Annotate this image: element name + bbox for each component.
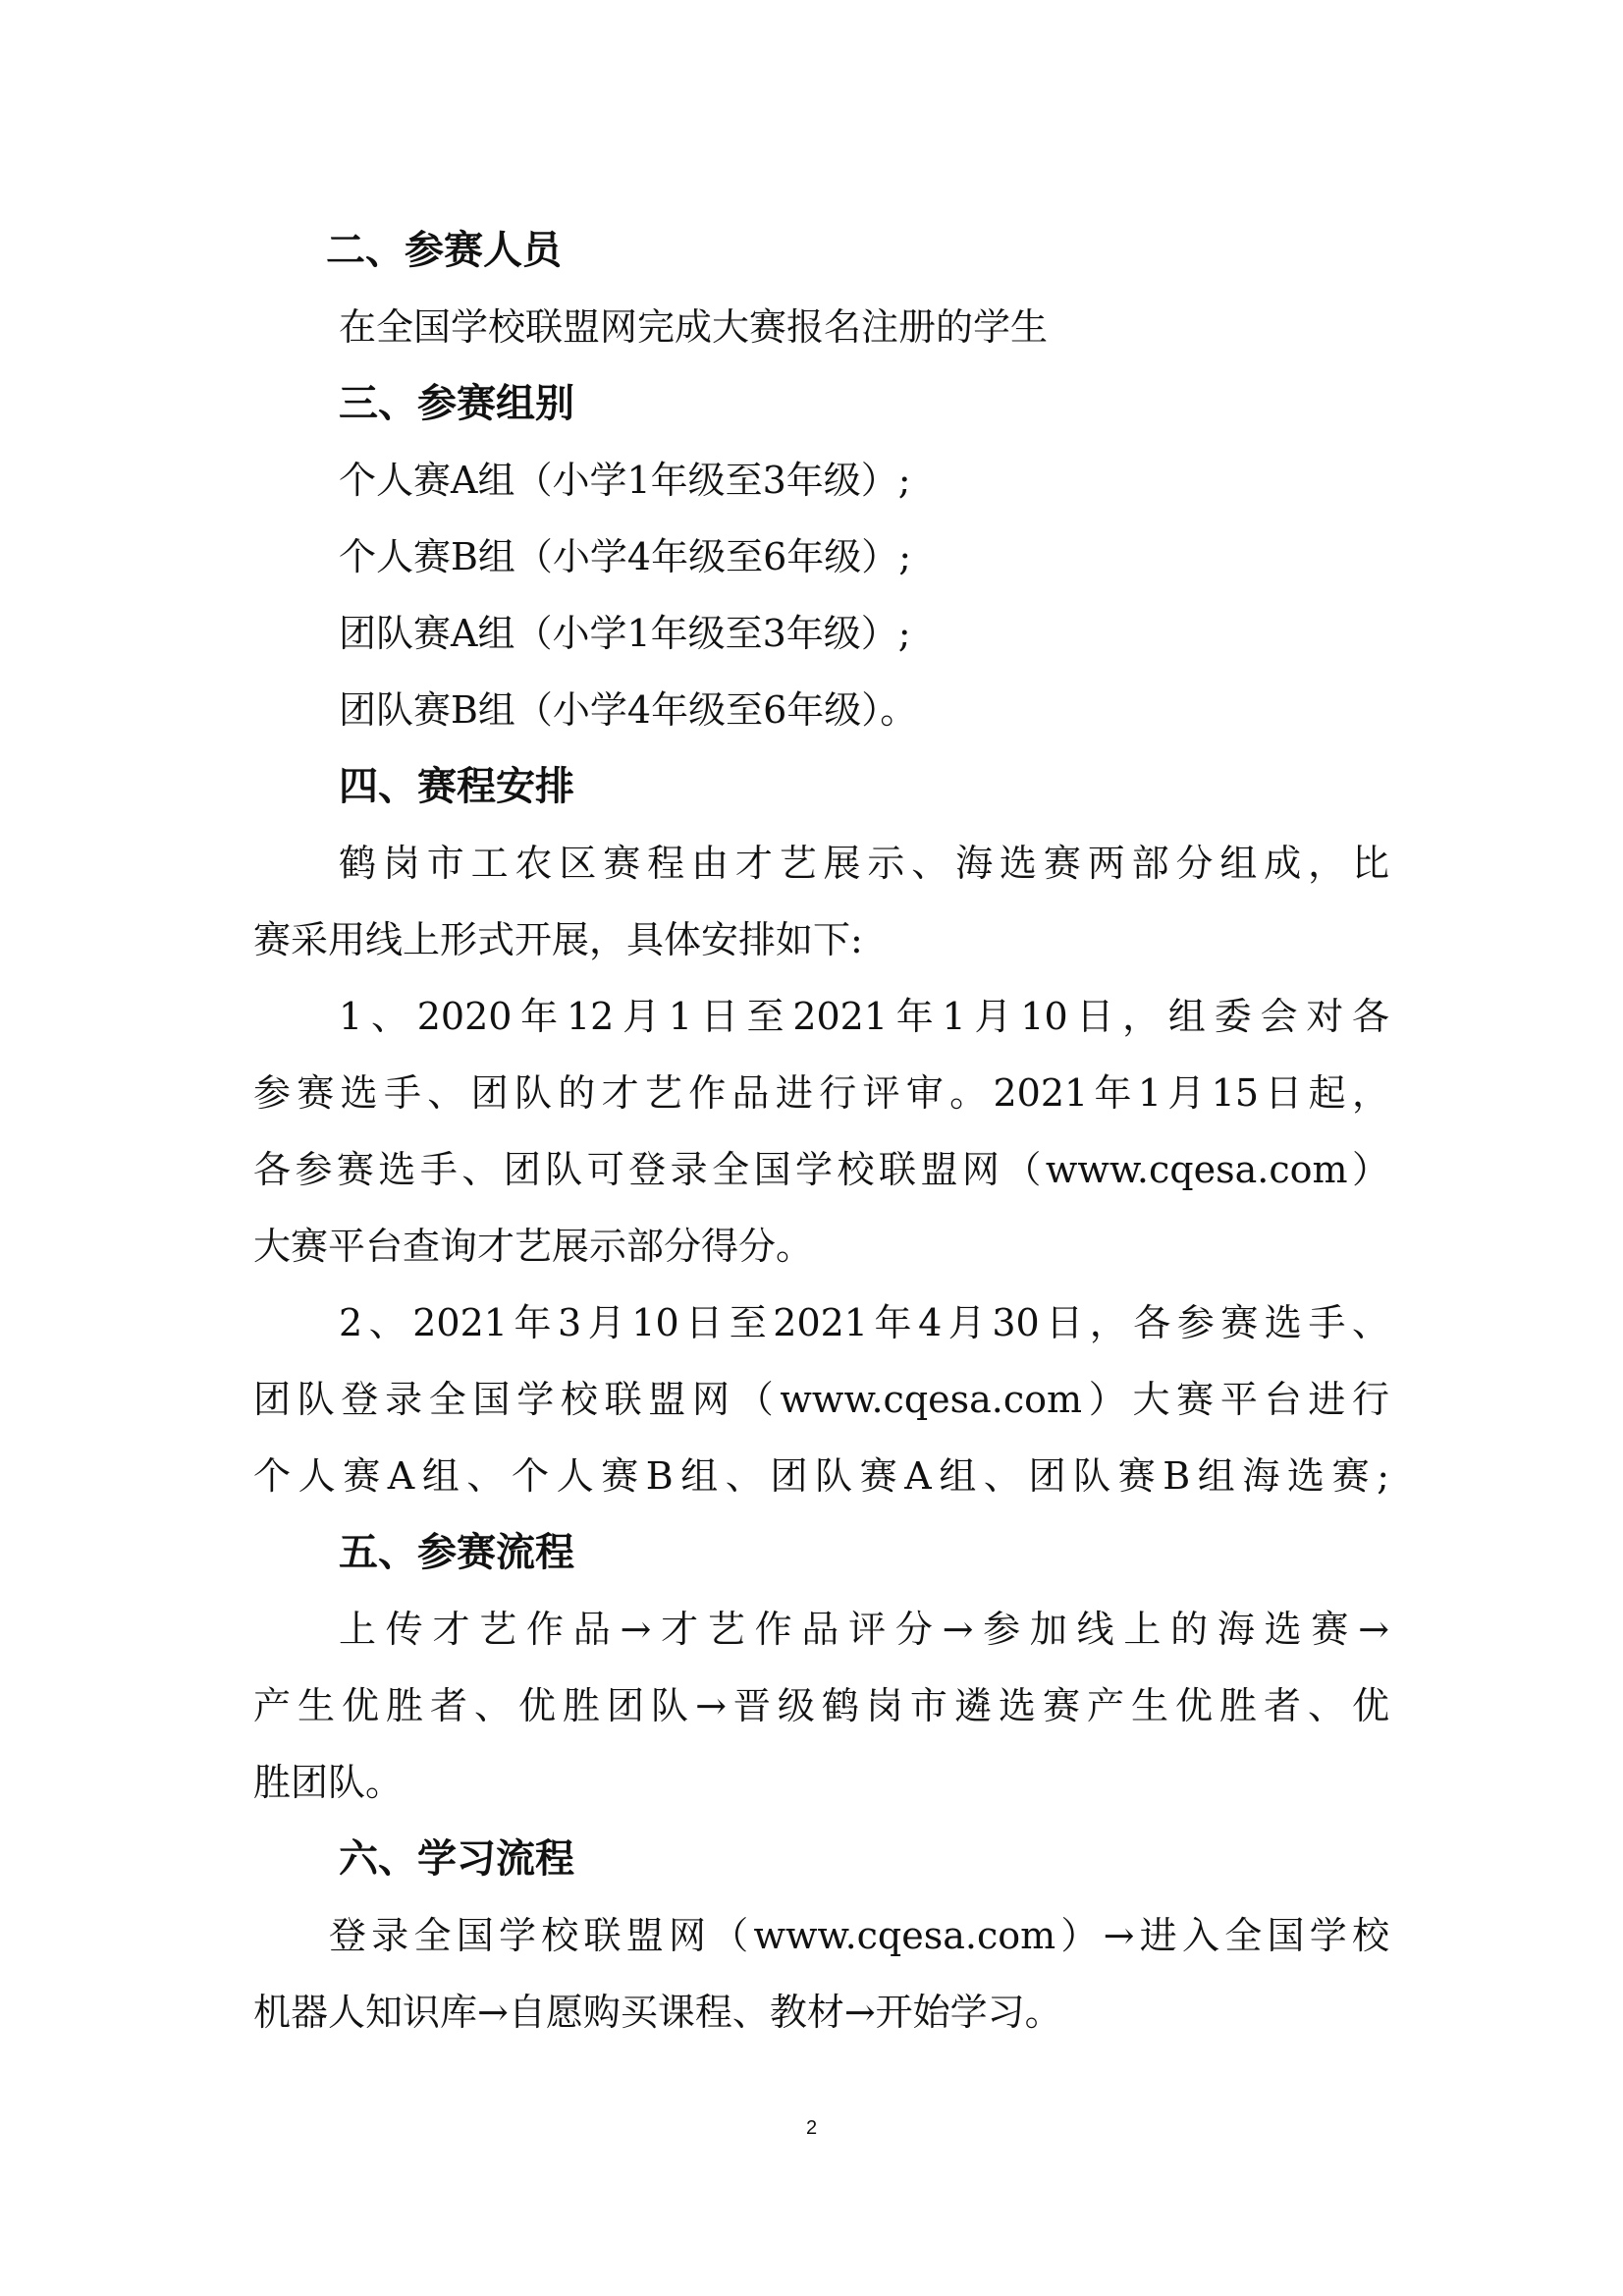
paragraph-line: 团队赛A组（小学1年级至3年级）; (339, 612, 911, 655)
paragraph-line: 产生优胜者、优胜团队→晋级鹤岗市遴选赛产生优胜者、优 (253, 1684, 1389, 1727)
paragraph-line: 赛采用线上形式开展，具体安排如下: (253, 918, 863, 961)
paragraph-line: 登录全国学校联盟网（www.cqesa.com）→进入全国学校 (329, 1914, 1389, 1957)
paragraph-line: 大赛平台查询才艺展示部分得分。 (253, 1225, 814, 1268)
paragraph-line: 胜团队。 (253, 1761, 404, 1804)
paragraph-line: 团队赛B组（小学4年级至6年级）。 (339, 688, 918, 732)
paragraph-line: 个人赛A组、个人赛B组、团队赛A组、团队赛B组海选赛; (253, 1454, 1389, 1498)
section-heading: 六、学习流程 (339, 1836, 574, 1882)
section-heading: 二、参赛人员 (326, 228, 562, 273)
paragraph-line: 鹤岗市工农区赛程由才艺展示、海选赛两部分组成，比 (339, 842, 1389, 885)
paragraph-line: 团队登录全国学校联盟网（www.cqesa.com）大赛平台进行 (253, 1378, 1389, 1421)
paragraph-line: 各参赛选手、团队可登录全国学校联盟网（www.cqesa.com） (253, 1148, 1389, 1191)
page-number: 2 (805, 2117, 818, 2139)
section-heading: 四、赛程安排 (339, 764, 574, 809)
paragraph-line: 参赛选手、团队的才艺作品进行评审。2021年1月15日起， (253, 1071, 1389, 1115)
paragraph-line: 个人赛B组（小学4年级至6年级）; (339, 535, 912, 578)
paragraph-line: 个人赛A组（小学1年级至3年级）; (339, 459, 911, 502)
paragraph-line: 在全国学校联盟网完成大赛报名注册的学生 (339, 305, 1049, 349)
paragraph-line: 2、2021年3月10日至2021年4月30日，各参赛选手、 (339, 1301, 1389, 1344)
paragraph-line: 上传才艺作品→才艺作品评分→参加线上的海选赛→ (339, 1608, 1389, 1651)
section-heading: 三、参赛组别 (339, 381, 574, 426)
section-heading: 五、参赛流程 (339, 1530, 574, 1575)
paragraph-line: 1、2020年12月1日至2021年1月10日，组委会对各 (339, 995, 1389, 1038)
paragraph-line: 机器人知识库→自愿购买课程、教材→开始学习。 (253, 1991, 1062, 2034)
